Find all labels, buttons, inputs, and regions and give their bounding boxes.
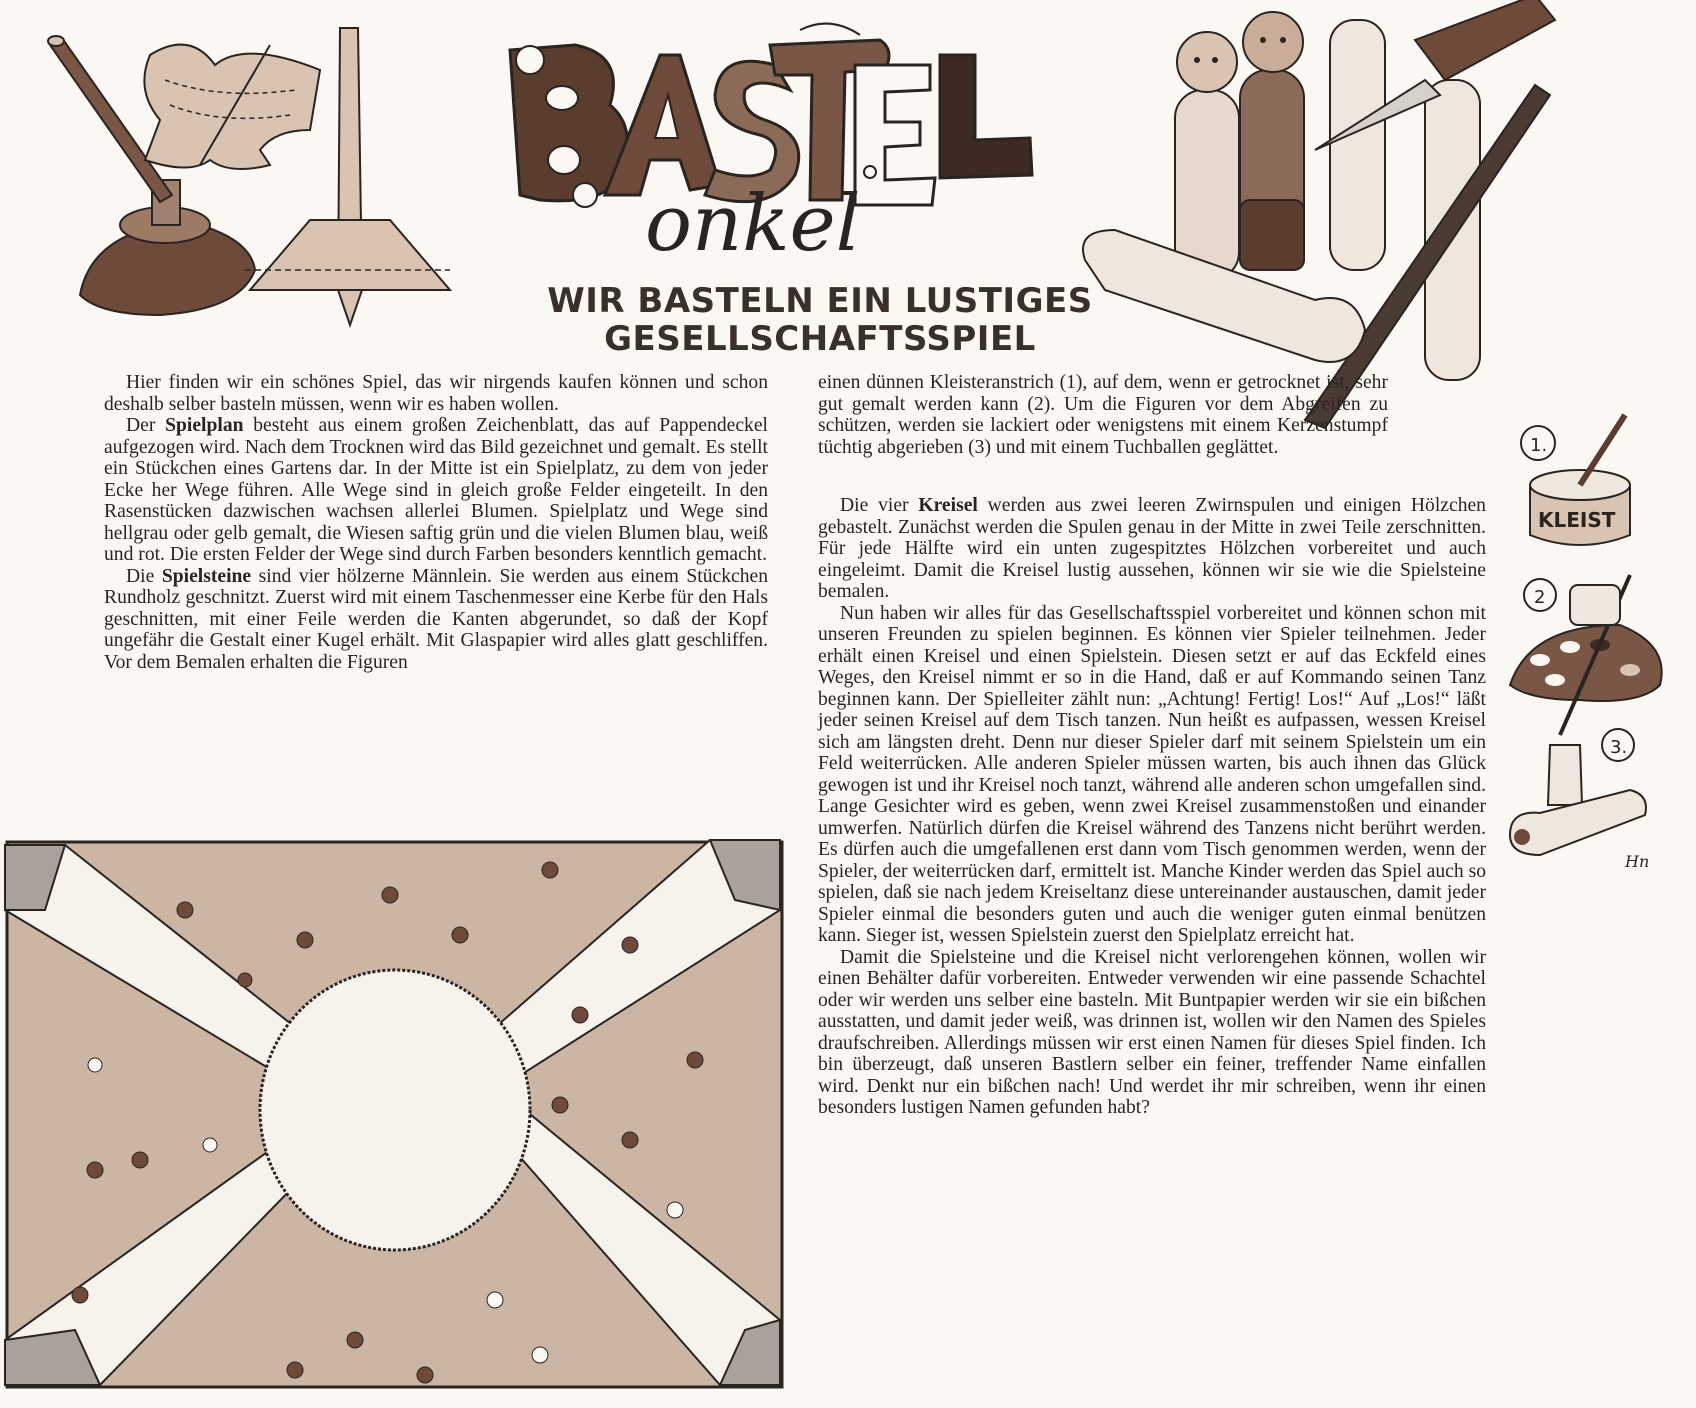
term-kreisel: Kreisel [918,495,978,516]
paragraph-container: Damit die Spielsteine und die Kreisel nicht verlorengehen können, wollen wir einen Behälter dafür vorbereiten. Entweder verwenden wir eine passende Schachtel oder wir werden uns selber eine basteln. Mit Buntpapier werden wir sie ein bißchen ausstatten, und damit jeder weiß, was drinnen ist, wollen wir den Namen des Spieles draufschreiben. Allerdings müssen wir erst einen Namen für dieses Spiel finden. Ich bin überzeugt, daß unseren Bastlern selber ein feiner, treffender Name einfallen wird. Denkt nur ein bißchen nach! Und werdet ihr mir schreiben, wenn ihr einen besonders lustigen Namen gefunden habt? [818,946,1486,1118]
top-right-illustration [1155,0,1635,420]
game-board-illustration [5,840,790,1400]
wooden-figure-right [1240,12,1304,270]
step-2-paint-palette [1510,575,1662,735]
paragraph-spielplan: Der Spielplan besteht aus einem großen Zeichenblatt, das auf Pappendeckel aufgezogen wird. Nach dem Trocknen wird das Bild gezeichnet und gemalt. Es stellt ein Stückchen eines Gartens dar. In der Mitte ist ein Spielplatz, zu dem von jeder Ecke her Wege führen. Alle Wege sind in gleich große Felder eingeteilt. In den Rasenstücken dazwischen wachsen allerlei Blumen. Spielplatz und Wege sind hellgrau oder gelb gemalt, die Wiesen saftig grün und die vielen Blumen blau, weiß und rot. Die ersten Felder der Wege sind durch Farben besonders kenntlich gemacht. [104,415,768,565]
svg-text:2: 2 [1534,587,1546,608]
logo-letter-l [940,55,1032,178]
article-column-left [104,372,768,673]
step-1-glue-pot [1521,415,1630,545]
paragraph-spielsteine: Die Spielsteine sind vier hölzerne Männlein. Sie werden aus einem Stückchen Rundholz geschnitzt. Zuerst wird mit einem Taschenmesser eine Kerbe für den Hals geschnitten, mit einer Feile werden die Kanten abgerundet, so daß der Kopf ungefähr die Gestalt einer Kugel erhält. Mit Glaspapier wird alles glatt geschliffen. Vor dem Bemalen erhalten die Figuren [104,565,768,673]
masthead-logo [500,10,1140,269]
svg-text:1.: 1. [1530,435,1548,456]
paragraph-spielsteine-continued: einen dünnen Kleisteranstrich (1), auf dem, wenn er getrocknet ist, sehr gut gemalt werden kann (2). Um die Figuren vor dem Abgreifen zu schützen, werden sie lackiert oder wenigstens mit einem Kerzenstumpf tüchtig abgerieben (3) und mit einem Tuchballen geglättet. [818,372,1388,458]
headline-line-2: GESELLSCHAFTSSPIEL [604,319,1036,359]
term-spielplan: Spielplan [165,415,244,436]
logo-letter-e [855,65,935,205]
paragraph-rules: Nun haben wir alles für das Gesellschaftsspiel vorbereitet und können schon mit unseren Freunden zu spielen beginnen. Es können vier Spieler teilnehmen. Jeder erhält einen Kreisel und einen Spielstein. Diesen setzt er auf das Eckfeld eines Weges, den Kreisel nimmt er so in die Hand, daß er auf Kommando seinen Tanz beginnen kann. Der Spielleiter zählt nun: „Achtung! Fertig! Los!“ Auf „Los!“ läßt jeder seinen Kreisel auf dem Tisch tanzen. Nun heißt es aufpassen, wessen Kreisel sich am längsten dreht. Denn nur dieser Spieler darf mit seinem Spielstein um ein Feld weiterrücken. Alle anderen Spieler müssen warten, bis auch ihnen das Glück gewogen ist und ihr Kreisel noch tanzt, während alle anderen schon umgefallen sind. Lange Gesichter wird es geben, wenn zwei Kreisel zusammenstoßen und einander umwerfen. Natürlich dürfen die Kreisel während des Tanzens nicht berührt werden. Es dürfen auch die umgefallenen erst dann vom Tisch genommen werden, wenn der Spieler, der weiterrücken darf, ermittelt ist. Manche Kinder werden das Spiel auch so spielen, daß sie nach jedem Kreiseltanz diese untereinander austauschen, damit jeder Spieler einmal die besonders guten und auch die weniger guten einmal benützen kann. Sieger ist, wessen Spielstein zuerst den Spielplatz erreicht hat. [818,602,1486,946]
article-column-right-top [818,372,1388,458]
wooden-figure-left [1175,32,1239,280]
article-column-right [818,495,1486,1119]
illustrator-signature: Hn [1625,852,1650,871]
svg-text:3.: 3. [1610,737,1628,758]
paragraph-kreisel: Die vier Kreisel werden aus zwei leeren Zwirnspulen und einigen Hölzchen gebastelt. Zunächst werden die Spulen genau in der Mitte in zwei Teile zerschnitten. Für jede Hälfte wird ein unten zugespitztes Hölzchen vorbereitet und auch eingeleimt. Damit die Kreisel lustig aussehen, können wir sie wie die Spielsteine bemalen. [818,495,1486,602]
paper-template-drawing [144,45,320,169]
top-left-illustration [40,10,540,350]
step-illustrations [1500,415,1690,935]
glue-pot-label: KLEIST [1538,508,1616,532]
paragraph-intro: Hier finden wir ein schönes Spiel, das wir nirgends kaufen können und schon deshalb selber basteln müssen, wenn wir es haben wollen. [104,372,768,415]
logo-subtitle: onkel [645,179,861,269]
board-center-playground [260,970,530,1250]
headline-line-1: WIR BASTELN EIN LUSTIGES [547,281,1093,321]
term-spielsteine: Spielsteine [161,565,252,587]
article-headline [540,282,1100,358]
step-3-candle [1510,729,1649,871]
